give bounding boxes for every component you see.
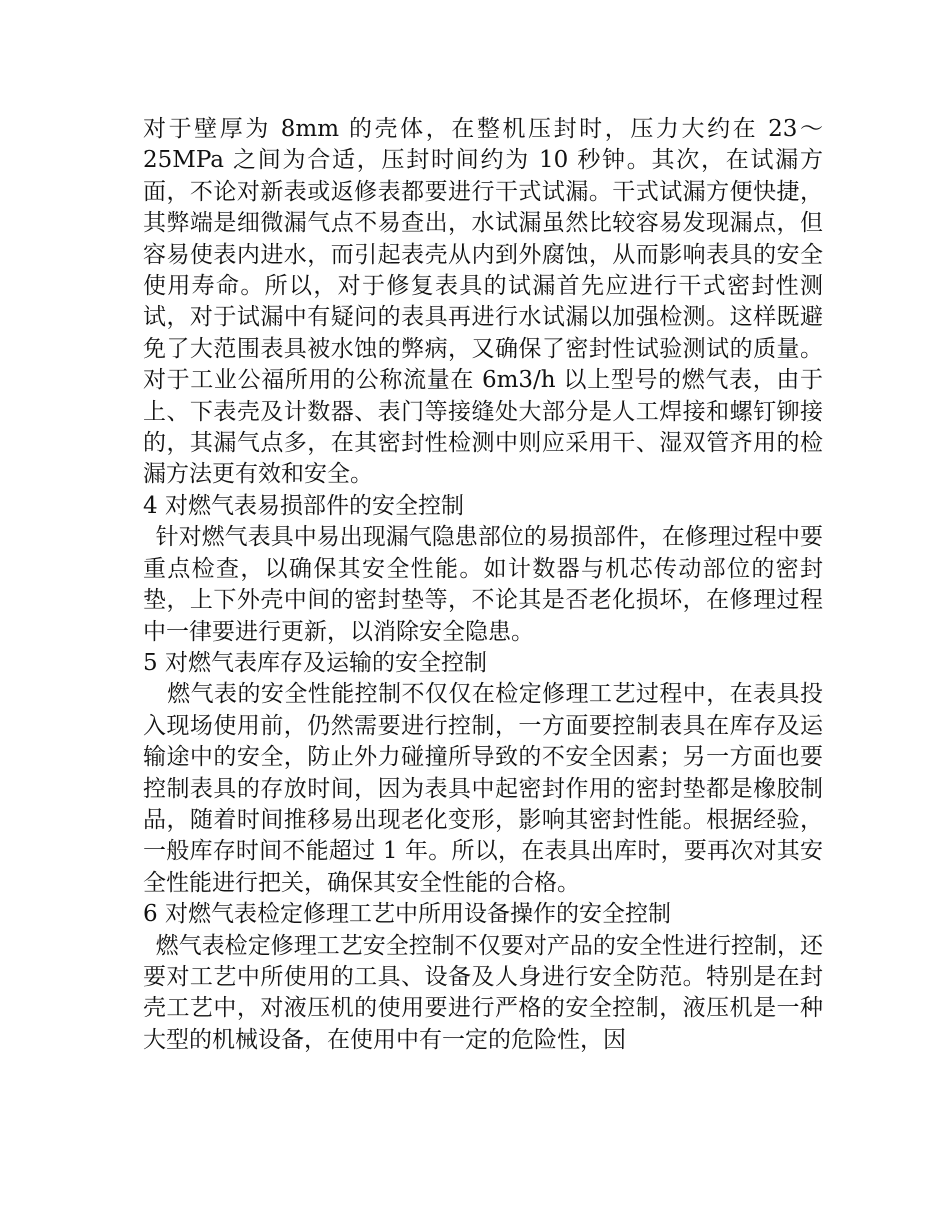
section-heading-6: 6 对燃气表检定修理工艺中所用设备操作的安全控制 — [143, 901, 671, 928]
paragraph-wear-parts: 针对燃气表具中易出现漏气隐患部位的易损部件，在修理过程中要重点检查，以确保其安全性能。如计数器与机芯传动部位的密封垫，上下外壳中间的密封垫等，不论其是否老化损坏，在修理过程中一律要进行更新，以消除安全隐患。 — [143, 524, 823, 645]
paragraph-storage-transport: 燃气表的安全性能控制不仅仅在检定修理工艺过程中，在表具投入现场使用前，仍然需要进行控制，一方面要控制表具在库存及运输途中的安全，防止外力碰撞所导致的不安全因素；另一方面也要控制表具的存放时间，因为表具中起密封作用的密封垫都是橡胶制品，随着时间推移易出现老化变形，影响其密封性能。根据经验，一般库存时间不能超过 1 年。所以，在表具出库时，要再次对其安全性能进行把关，确保其安全性能的合格。 — [143, 681, 823, 896]
section-heading-4: 4 对燃气表易损部件的安全控制 — [143, 492, 464, 519]
paragraph-sealing-test: 对于壁厚为 8mm 的壳体，在整机压封时，压力大约在 23～25MPa 之间为合适，压封时间约为 10 秒钟。其次，在试漏方面，不论对新表或返修表都要进行干式试漏。干式试漏方便快捷，其弊端是细微漏气点不易查出，水试漏虽然比较容易发现漏点，但容易使表内进水，而引起表壳从内到外腐蚀，从而影响表具的安全使用寿命。所以，对于修复表具的试漏首先应进行干式密封性测试，对于试漏中有疑问的表具再进行水试漏以加强检测。这样既避免了大范围表具被水蚀的弊病，又确保了密封性试验测试的质量。对于工业公福所用的公称流量在 6m3/h 以上型号的燃气表，由于上、下表壳及计数器、表门等接缝处大部分是人工焊接和螺钉铆接的，其漏气点多，在其密封性检测中则应采用干、湿双管齐用的检漏方法更有效和安全。 — [143, 116, 823, 488]
paragraph-equipment-safety: 燃气表检定修理工艺安全控制不仅要对产品的安全性进行控制，还要对工艺中所使用的工具、设备及人身进行安全防范。特别是在封壳工艺中，对液压机的使用要进行严格的安全控制，液压机是一种大型的机械设备，在使用中有一定的危险性，因 — [143, 932, 823, 1053]
document-page — [143, 114, 823, 1056]
section-heading-5: 5 对燃气表库存及运输的安全控制 — [143, 649, 487, 676]
